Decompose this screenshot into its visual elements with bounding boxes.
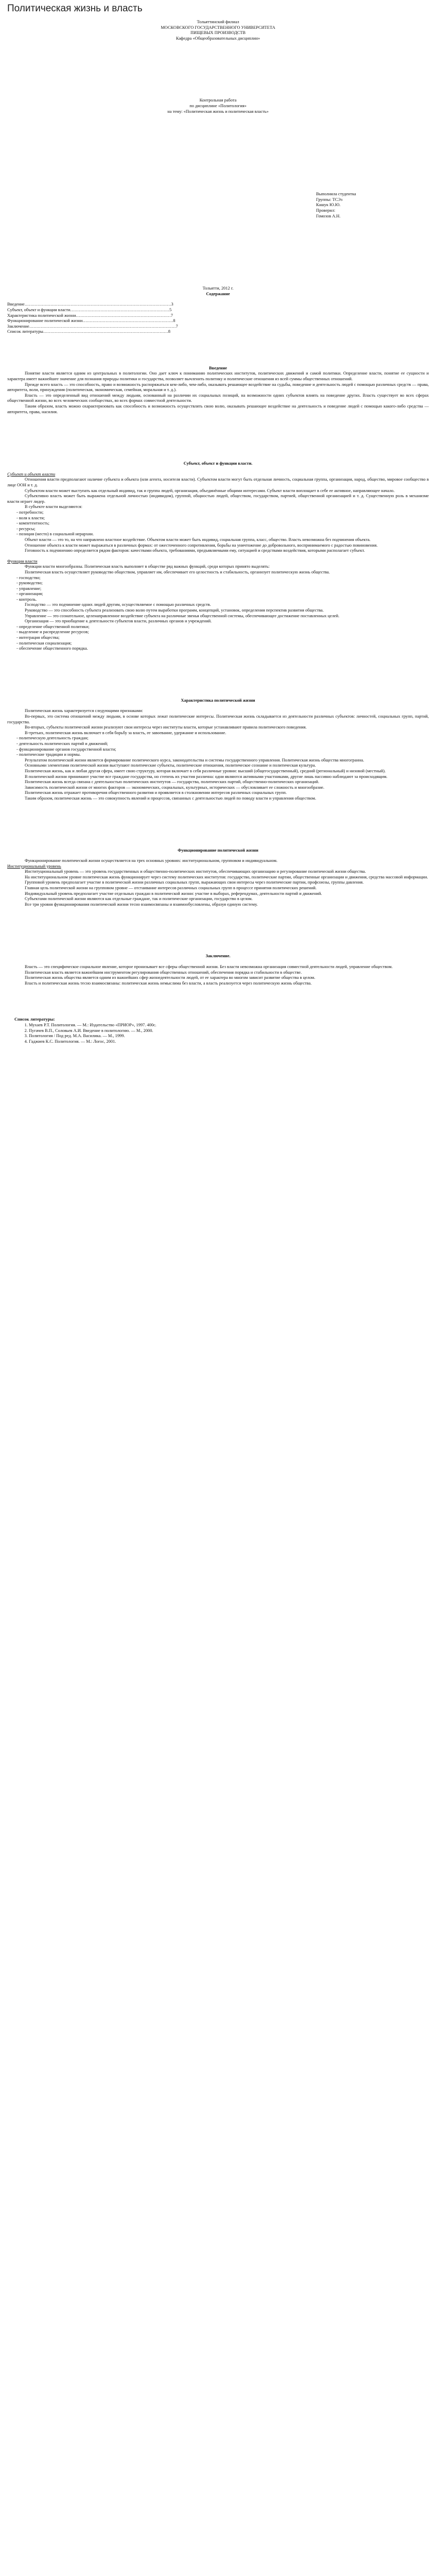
paragraph: Основными элементами политической жизни выступают политические субъекты, политические отношения, политическое сознание и политическая культура.	[25, 763, 316, 768]
work-topic: на тему: «Политическая жизнь и политическая власть»	[167, 109, 269, 114]
subsection-heading: Субъект и объект власти	[7, 471, 56, 477]
paragraph: Индивидуальный уровень предполагает участие отдельных граждан в политической жизни: участие в выборах, референдумах, деятельности партий и движений.	[25, 891, 322, 896]
toc-item: Субъект, объект и функции власти……………………………………………………………5	[7, 307, 172, 312]
paragraph: Господство — это подчинение одних людей другим, осуществляемое с помощью различных средств.	[25, 602, 211, 607]
reference-item: 3. Политология / Под ред. М.А. Василика. — М., 1999.	[29, 1033, 429, 1039]
paragraph: В-третьих, политическая жизнь включает в себя борьбу за власть, ее завоевание, удержание и использование.	[25, 730, 226, 735]
list-item: - потребности;	[22, 510, 429, 516]
table-of-contents	[7, 302, 429, 335]
paragraph: Готовность к подчинению определяется рядом факторов: качествами объекта, требованиями, предъявляемыми ему, ситуацией и средствами воздействия, которыми располагает субъект.	[25, 548, 365, 553]
paragraph: Результатом политической жизни является формирование политического курса, законодательства и системы государственного управления. Политическая жизнь общества многогранна.	[25, 757, 364, 762]
toc-item: Характеристика политической жизни…………………………………………………………7	[7, 313, 173, 318]
list-item: - воля к власти;	[22, 516, 429, 521]
paragraph: Институциональный уровень — это уровень государственных и общественно-политических институтов, обеспечивающих организацию и регулирование политической жизни общества.	[25, 869, 366, 874]
section-characteristics	[7, 708, 429, 801]
paragraph: Политическая власть является важнейшим инструментом регулирования общественных отношений, обеспечения порядка и стабильности в обществе.	[25, 970, 302, 975]
paragraph: Власть — это специфическое социальное явление, которое пронизывает все сферы общественной жизни. Без власти невозможна организация совместной деятельности людей, управление обществом.	[25, 964, 393, 970]
paragraph: Прежде всего власть — это способность, право и возможность распоряжаться кем-либо, чем-либо, оказывать решающее воздействие на судьбы, поведение и деятельность людей с помощью различных средств — права, авторитета, воли, принуждения (политическая, экономическая, семейная, моральная и т. д.).	[7, 382, 429, 393]
paragraph: Зависимость политической жизни от многих факторов — экономических, социальных, культурных, исторических — обусловливает ее сложность и многообразие.	[25, 785, 324, 790]
list-item: - политическую деятельность граждан;	[22, 736, 429, 741]
conclusion-section	[7, 964, 429, 986]
toc-heading: Содержание	[206, 291, 230, 296]
toc-item: Функционирование политической жизни………………………………………………………8	[7, 318, 176, 324]
subsection-heading: Функции власти	[7, 558, 38, 564]
paragraph: Политическая власть осуществляет руководство обществом, управляет им, обеспечивает его целостность и стабильность, организует политическую жизнь общества.	[25, 569, 330, 574]
paragraph: Таким образом, власть можно охарактеризовать как способность и возможность осуществлять свою волю, оказывать решающее воздействие на деятельность и поведение людей с помощью какого-либо средства — авторитета, права, насилия.	[7, 404, 429, 414]
list-item: - интеграция общества;	[22, 635, 429, 641]
paragraph: В политической жизни принимают участие все граждане государства, но степень их участия различна: одни являются активными участниками, другие лишь пассивно наблюдают за происходящим.	[25, 774, 388, 779]
bullet-list	[7, 510, 429, 537]
subsection-heading: Институциональный уровень	[7, 863, 61, 869]
signature-line: Гомозов А.Н.	[316, 213, 341, 218]
paragraph: Отношение объекта к власти может выражаться в различных формах: от ожесточенного сопротивления, борьбы на уничтожение до добровольного, воспринимаемого с радостью повиновения.	[25, 543, 378, 548]
list-item: - контроль.	[22, 597, 429, 603]
references-heading: Список литературы:	[14, 1017, 55, 1022]
paragraph: Организация — это приобщение к деятельности субъектов власти, различных органов и учреждений.	[25, 619, 212, 624]
paragraph: Во-вторых, субъекты политической жизни реализуют свои интересы через институты власти, которые устанавливают правила политического поведения.	[25, 725, 307, 730]
work-discipline: по дисциплине «Политология»	[189, 103, 247, 108]
paragraph: Субъектом власти может выступать как отдельный индивид, так и группа людей, организация, объединённые общими интересами. Субъект власти воплощает в себе ее активное, направляющее начало.	[25, 488, 395, 493]
paragraph: Политическая жизнь характеризуется следующими признаками:	[25, 708, 143, 714]
paragraph: Политическая жизнь общества является одним из важнейших сфер жизнедеятельности людей, от ее характера во многом зависит развитие общества в целом.	[25, 975, 316, 980]
paragraph: Политическая жизнь, как и любая другая сфера, имеет свою структуру, которая включает в себя различные уровни: высший (общегосударственный), средний (региональный) и низовой (местный).	[25, 768, 386, 773]
conclusion-heading: Заключение.	[205, 954, 231, 959]
work-type: Контрольная работа	[199, 98, 237, 103]
toc-item: Введение…………………………………………………………………………………………3	[7, 302, 173, 307]
intro-heading: Введение	[208, 365, 228, 370]
list-item: - политические традиции и нормы.	[22, 752, 429, 758]
paragraph: Отношения власти предполагают наличие субъекта и объекта (или агента, носителя власти). Субъектом власти могут быть отдельная личность, социальная группа, организация, народ, общество, мировое сообщество в лице ООН и т. д.	[7, 477, 429, 487]
paragraph: Функционирование политической жизни осуществляется на трех основных уровнях: институциональном, групповом и индивидуальном.	[25, 858, 278, 863]
bullet-list	[7, 575, 429, 603]
paragraph: Объект власти — это то, на что направлено властное воздействие. Объектом власти может быть индивид, социальная группа, класс, общество. Власть невозможна без подчинения объекта.	[25, 537, 371, 542]
paragraph: Управление — это сознательное, целенаправленное воздействие субъекта на различные звенья общественной системы, обеспечивающее достижение поставленных целей.	[25, 613, 340, 618]
paragraph: В субъекте власти выделяются:	[25, 504, 82, 510]
list-item: - организация;	[22, 591, 429, 597]
signature-line: Проверил:	[316, 208, 336, 213]
paragraph: Групповой уровень предполагает участие в политической жизни различных социальных групп, выражающих свои интересы через политические партии, профсоюзы, группы давления.	[25, 880, 364, 885]
signature-line: Кашук Ю.Ю.	[316, 202, 341, 208]
section-functions	[7, 564, 429, 652]
paragraph: Политическая жизнь отражает противоречия общественного развития и проявляется в столкновении интересов различных социальных групп.	[25, 790, 287, 795]
bullet-list	[7, 736, 429, 757]
bullet-list	[7, 624, 429, 652]
paragraph: Субъектами политической жизни являются как отдельные граждане, так и политические организации, государство в целом.	[25, 896, 253, 902]
paragraph: Понятие власти является одним из центральных в политологии. Оно дает ключ к пониманию политических институтов, политических движений и самой политики. Определение власти, понятие ее сущности и характера имеет важнейшее значение для познания природы политики и государства, позволяет вычленить политику и политические отношения из всей суммы общественных отношений.	[7, 371, 429, 382]
references-list	[7, 1023, 429, 1044]
document-page	[0, 3, 436, 2576]
toc-item: Заключение…………………………………………………………………………………………7	[7, 324, 178, 329]
toc-item: Список литературы……………………………………………………………………………8	[7, 329, 170, 334]
city-year: Тольятти, 2012 г.	[202, 286, 234, 291]
list-item: - ресурсы;	[22, 527, 429, 532]
paragraph: Таким образом, политическая жизнь — это совокупность явлений и процессов, связанных с деятельностью людей по поводу власти и управления обществом.	[25, 795, 317, 801]
industry-name: ПИЩЕВЫХ ПРОИЗВОДСТВ	[190, 30, 246, 36]
list-item: - выделение и распределение ресурсов;	[22, 630, 429, 635]
section-heading: Характеристика политической жизни	[181, 698, 255, 703]
academy-name: Тольяттинский филиал	[197, 20, 239, 24]
list-item: - господство;	[22, 575, 429, 581]
paragraph: Политическая жизнь всегда связана с деятельностью политических институтов — государства, политических партий, общественно-политических организаций.	[25, 779, 320, 785]
list-item: - управление;	[22, 586, 429, 592]
list-item: - обеспечение общественного порядка.	[22, 646, 429, 652]
paragraph: Власть и политическая жизнь тесно взаимосвязаны: политическая жизнь немыслима без власти, а власть реализуется через политическую жизнь общества.	[25, 980, 312, 986]
reference-item: 2. Пугачев В.П., Соловьев А.И. Введение в политологию. — М., 2000.	[29, 1028, 429, 1034]
university-name: МОСКОВСКОГО ГОСУДАРСТВЕННОГО УНИВЕРСИТЕТА	[161, 25, 275, 30]
section-functioning	[7, 858, 429, 907]
department-name: Кафедра «Общеобразовательных дисциплин»	[176, 36, 260, 41]
list-item: - определение общественной политики;	[22, 624, 429, 630]
paragraph: На институциональном уровне политическая жизнь функционирует через систему политических институтов: государство, политические партии, общественные организации и движения, средства массовой информации.	[25, 874, 428, 879]
list-item: - политическая социализация;	[22, 641, 429, 647]
paragraph: Руководство — это способность субъекта реализовать свою волю путем выработки программ, концепций, установок, определения перспектив развития общества.	[25, 608, 324, 613]
paragraph: Власть — это определенный вид отношений между людьми, основанный на различии их социальных позиций, на возможности одних субъектов влиять на поведение других. Власть существует во всех сферах общественной жизни, во всех человеческих сообществах, во всех формах совместной деятельности.	[7, 393, 429, 403]
reference-item: 1. Мухаев Р.Т. Политология. — М.: Издательство «ПРИОР», 1997. 400с.	[29, 1023, 429, 1028]
intro-section	[7, 371, 429, 415]
section-heading: Функционирование политической жизни	[178, 848, 258, 853]
paragraph: Главная цель политической жизни на групповом уровне — отстаивание интересов различных социальных групп в процессе принятия политических решений.	[25, 886, 317, 891]
signature-block	[316, 192, 429, 219]
signature-line: Группы: ТСЭз	[316, 197, 343, 202]
paragraph: Во-первых, это система отношений между людьми, в основе которых лежат политические интересы. Политическая жизнь складывается из деятельности различных субъектов: личностей, социальных групп, партий, государства.	[7, 714, 429, 724]
list-item: - руководство;	[22, 581, 429, 586]
list-item: - компетентность;	[22, 521, 429, 527]
document-title: Политическая жизнь и власть	[7, 3, 143, 14]
list-item: - позиция (место) в социальной иерархии.	[22, 532, 429, 537]
signature-line: Выполнила студентка	[316, 192, 356, 197]
section-heading: Субъект, объект и функции власти.	[183, 461, 253, 466]
list-item: - деятельность политических партий и движений;	[22, 741, 429, 747]
paragraph: Функции власти многообразны. Политическая власть выполняет в обществе ряд важных функций, среди которых принято выделять:	[25, 564, 270, 569]
reference-item: 4. Гаджиев К.С. Политология. — М.: Логос, 2001.	[29, 1039, 429, 1045]
section-subject-object	[7, 477, 429, 553]
paragraph: Все три уровня функционирования политической жизни тесно взаимосвязаны и взаимообусловлены, образуя единую систему.	[25, 902, 258, 907]
list-item: - функционирование органов государственной власти;	[22, 747, 429, 753]
paragraph: Субъективно власть может быть выражена отдельной личностью (индивидом), группой, общностью людей, обществом, государством, партией, общественной организацией и т. д. Существенную роль в механизме власти играет лидер.	[7, 494, 429, 504]
